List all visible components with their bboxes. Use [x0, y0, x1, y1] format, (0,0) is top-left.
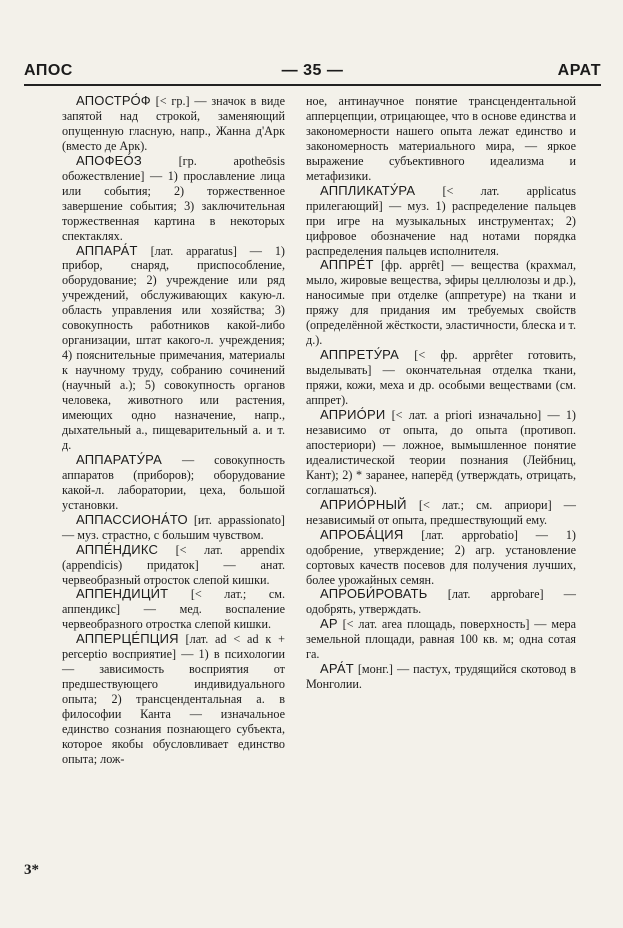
- headword: АППЛИКАТУ́РА: [320, 182, 416, 198]
- entry: [306, 528, 576, 588]
- entry: [62, 632, 285, 767]
- headword: АПРОБИ́РОВАТЬ: [320, 586, 428, 602]
- entry-continuation: [306, 94, 576, 184]
- definition: [< лат. applicatus прилегающий] — муз. 1) распределение пальцев при игре на музыкальных инструментах; 2) цифровое обозначение над нотами порядка распределения пальцев исполнителя.: [306, 183, 576, 258]
- entry: [62, 587, 285, 632]
- entry: [306, 258, 576, 348]
- headword: АППРЕТУ́РА: [320, 347, 400, 363]
- headword: АППАРАТУ́РА: [76, 451, 163, 467]
- signature-mark: 3*: [24, 862, 39, 878]
- headword: АППЕРЦЕ́ПЦИЯ: [76, 631, 179, 647]
- right-column: [306, 94, 576, 692]
- running-header: [24, 62, 601, 84]
- entry: [306, 408, 576, 498]
- definition: [< лат.; см. априори] — независимый от опыта, предшествующий ему.: [306, 497, 576, 527]
- definition: [< лат.; см. аппендикс] — мед. воспаление червеобразного отростка слепой кишки.: [62, 587, 285, 632]
- entry: [306, 184, 576, 259]
- definition: [< фр. apprêter готовить, выделывать] — окончательная отделка ткани, пряжи, кожи, меха и др. особыми веществами (см. аппрет).: [306, 348, 576, 408]
- entry: [306, 587, 576, 617]
- headword: АППЕ́НДИКС: [76, 541, 159, 557]
- headword: АПОФЕО́З: [76, 152, 142, 168]
- definition: [гр. apotheōsis обожествление] — 1) прославление лица или события; 2) торжественное завершение события; 3) заключительная торжественная картина в некоторых спектаклях.: [62, 153, 285, 243]
- headword: АР: [320, 616, 338, 632]
- entry: [62, 513, 285, 543]
- headword: АРА́Т: [320, 661, 354, 677]
- entry: [306, 617, 576, 662]
- headword: АППЕНДИЦИ́Т: [76, 586, 169, 602]
- entry: [306, 662, 576, 692]
- definition: [< гр.] — значок в виде запятой над строкой, заменяющий опущенную гласную, напр., Жанна д'Арк (вместо де Арк).: [62, 94, 285, 153]
- headword: АППАРА́Т: [76, 242, 138, 258]
- headword: АПРОБА́ЦИЯ: [320, 526, 404, 542]
- entry: [306, 498, 576, 528]
- definition: [лат. approbatio] — 1) одобрение, утверждение; 2) агр. установление сортовых качеств посевов для получения лучших, более урожайных семян.: [306, 527, 576, 587]
- definition: [монг.] — пастух, трудящийся скотовод в Монголии.: [306, 662, 576, 692]
- headword: АПРИО́РИ: [320, 407, 386, 423]
- entry: [306, 348, 576, 408]
- definition: [< лат. appendix (appendicis) придаток] — анат. червеобразный отросток слепой кишки.: [62, 542, 285, 587]
- page-number: — 35 —: [281, 62, 344, 79]
- definition: ное, антинаучное понятие трансцендентальной апперцепции, отрицающее, что в основе единства и закономерности нашего опыта лежат единство и закономерность материального мира, — яркое выражение субъективного идеализма и метафизики.: [306, 94, 576, 183]
- entry: [62, 453, 285, 513]
- left-column: [62, 94, 285, 767]
- headword: АППАССИОНА́ТО: [76, 511, 188, 527]
- entry: [62, 543, 285, 588]
- header-right-word: АРАТ: [557, 62, 601, 79]
- headword: АПРИО́РНЫЙ: [320, 496, 407, 512]
- definition: [ит. appassionato] — муз. страстно, с большим чувством.: [62, 512, 285, 542]
- headword: АППРЕ́Т: [320, 257, 374, 273]
- definition: [лат. approbare] — одобрять, утверждать.: [306, 587, 576, 617]
- definition: [< лат. area площадь, поверхность] — мера земельной площади, равная 100 кв. м; одна сотая га.: [306, 617, 576, 662]
- definition: [лат. ad < ad к + perceptio восприятие] — 1) в психологии — зависимость восприятия от предшествующего индивидуального опыта; 2) трансцендентальная а. в философии Канта — изначальное единство сознания познающего субъекта, которое якобы обусловливает единство опыта; лож-: [62, 632, 285, 766]
- definition: [фр. apprêt] — вещества (крахмал, мыло, жировые вещества, эфиры целлюлозы и др.), наносимые при отделке (аппретуре) на ткани и пряжу для придания им требуемых свойств (определённой жёсткости, эластичности, блеска и т. д.).: [306, 258, 576, 348]
- header-left-word: АПОС: [24, 62, 73, 79]
- definition: — совокупность аппаратов (приборов); оборудование какой-л. лаборатории, цеха, большой установки.: [62, 452, 285, 512]
- headword: АПОСТРО́Ф: [76, 93, 151, 108]
- entry: [62, 244, 285, 453]
- entry: [62, 154, 285, 244]
- entry: [62, 94, 285, 154]
- header-rule: [24, 84, 601, 86]
- definition: [лат. apparatus] — 1) прибор, снаряд, приспособление, оборудование; 2) учреждение или ряд учреждений, обслуживающих какую-л. область управления или хозяйства; 3) совокупность работников какой-либо организации, штат какого-л. учреждения; 4) пояснительные примечания, материалы к научному труду, собранию сочинений (научный а.); 5) совокупность органов человека, животного или растения, имеющих одно назначение, напр., дыхательный а., пищеварительный а. и т. д.: [62, 243, 285, 452]
- definition: [< лат. a priori изначально] — 1) независимо от опыта, до опыта (противоп. апостериори) — ложное, вымышленное понятие идеалистической теории познания (Лейбниц, Кант); 2) * заранее, наперёд (утверждать, отрицать, соглашаться).: [306, 408, 576, 497]
